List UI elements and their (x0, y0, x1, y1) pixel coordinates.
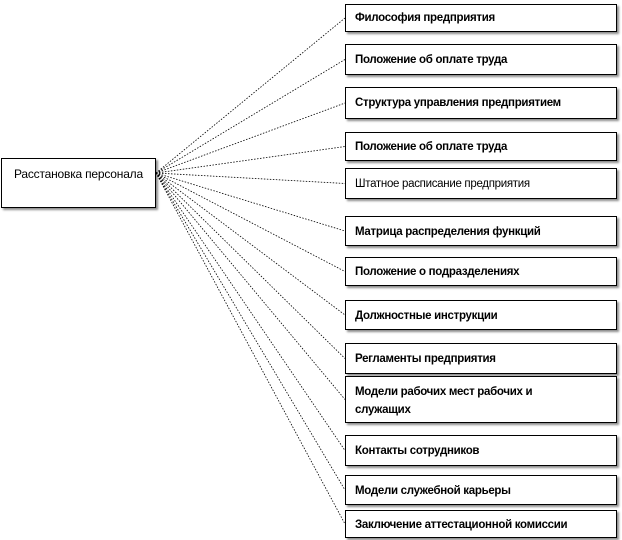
item-node (345, 4, 617, 32)
item-label: Заключение аттестационной комиссии (355, 519, 568, 531)
item-label: Контакты сотрудников (355, 445, 480, 457)
item-label: Положение о подразделениях (355, 266, 520, 278)
connector-line (156, 18, 345, 173)
connector-line (156, 173, 345, 400)
connector-line (156, 173, 345, 315)
item-node (345, 44, 617, 75)
root-node-label: Расстановка персонала (14, 167, 143, 181)
connector-line (156, 173, 345, 490)
item-node (345, 376, 617, 423)
root-node (1, 158, 156, 208)
item-label: Матрица распределения функций (355, 226, 541, 238)
item-node (345, 257, 617, 286)
item-label: Модели служебной карьеры (355, 485, 511, 497)
item-node (345, 216, 617, 246)
item-label: Философия предприятия (355, 12, 495, 24)
connector-line (156, 173, 345, 359)
item-label: Положение об оплате труда (355, 54, 508, 66)
connector-line (156, 173, 345, 524)
item-node (345, 168, 617, 199)
connector-line (156, 173, 345, 184)
item-label: Модели рабочих мест рабочих и служащих (355, 386, 533, 416)
item-label: Штатное расписание предприятия (355, 178, 530, 190)
connector-line (156, 103, 345, 173)
connector-line (156, 147, 345, 174)
item-node (345, 300, 617, 330)
item-label: Положение об оплате труда (355, 141, 508, 153)
item-label: Регламенты предприятия (355, 353, 496, 365)
connector-line (156, 173, 345, 451)
item-label: Структура управления предприятием (355, 97, 561, 109)
item-node (345, 510, 617, 538)
item-node (345, 87, 617, 119)
item-node (345, 475, 617, 505)
connector-line (156, 60, 345, 174)
item-node (345, 132, 617, 161)
item-node (345, 435, 617, 466)
item-node (345, 343, 617, 374)
item-label: Должностные инструкции (355, 310, 498, 322)
connector-line (156, 173, 345, 231)
